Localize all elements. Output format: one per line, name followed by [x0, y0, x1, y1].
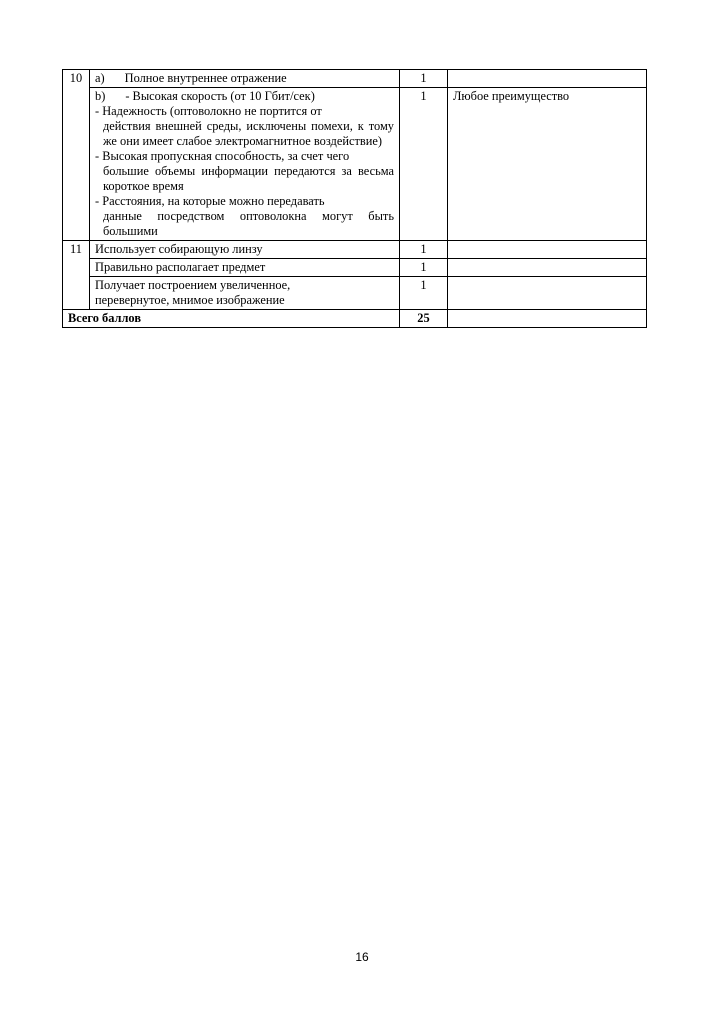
answer-cell: Правильно располагает предмет	[90, 259, 400, 277]
item-marker: b)	[95, 89, 106, 103]
note-cell	[448, 259, 647, 277]
total-label: Всего баллов	[63, 310, 400, 328]
score-cell: 1	[400, 259, 448, 277]
note-cell	[448, 241, 647, 259]
page-number: 16	[355, 950, 369, 964]
score-cell: 1	[400, 277, 448, 310]
list-item: - Надежность (оптоволокно не портится от действия внешней среды, исключены помехи, к тому же они имеет слабое электромагнитное воздействие)	[95, 104, 394, 148]
answer-cell: Использует собирающую линзу	[90, 241, 400, 259]
score-cell: 1	[400, 70, 448, 88]
score-cell: 1	[400, 241, 448, 259]
answer-heading	[95, 89, 394, 104]
note-cell	[448, 277, 647, 310]
score-cell: 1	[400, 88, 448, 241]
total-row	[63, 310, 647, 328]
question-number: 11	[63, 241, 90, 310]
answer-cell	[90, 88, 400, 241]
answer-cell: Получает построением увеличенное, перевернутое, мнимое изображение	[90, 277, 400, 310]
item-marker: a)	[95, 71, 105, 85]
table-row	[63, 241, 647, 259]
table-row	[63, 70, 647, 88]
note-cell	[448, 70, 647, 88]
note-cell	[448, 310, 647, 328]
answer-text: Полное внутреннее отражение	[124, 71, 287, 85]
note-cell: Любое преимущество	[448, 88, 647, 241]
answer-text: - Высокая скорость (от 10 Гбит/сек)	[125, 89, 315, 103]
answer-cell	[90, 70, 400, 88]
table-row	[63, 88, 647, 241]
list-item: - Расстояния, на которые можно передавать данные посредством оптоволокна могут быть большими	[95, 194, 394, 238]
total-score: 25	[400, 310, 448, 328]
grading-table	[62, 69, 647, 328]
table-row	[63, 277, 647, 310]
list-item: - Высокая пропускная способность, за счет чего большие объемы информации передаются за весьма короткое время	[95, 149, 394, 193]
question-number: 10	[63, 70, 90, 241]
table-row	[63, 259, 647, 277]
